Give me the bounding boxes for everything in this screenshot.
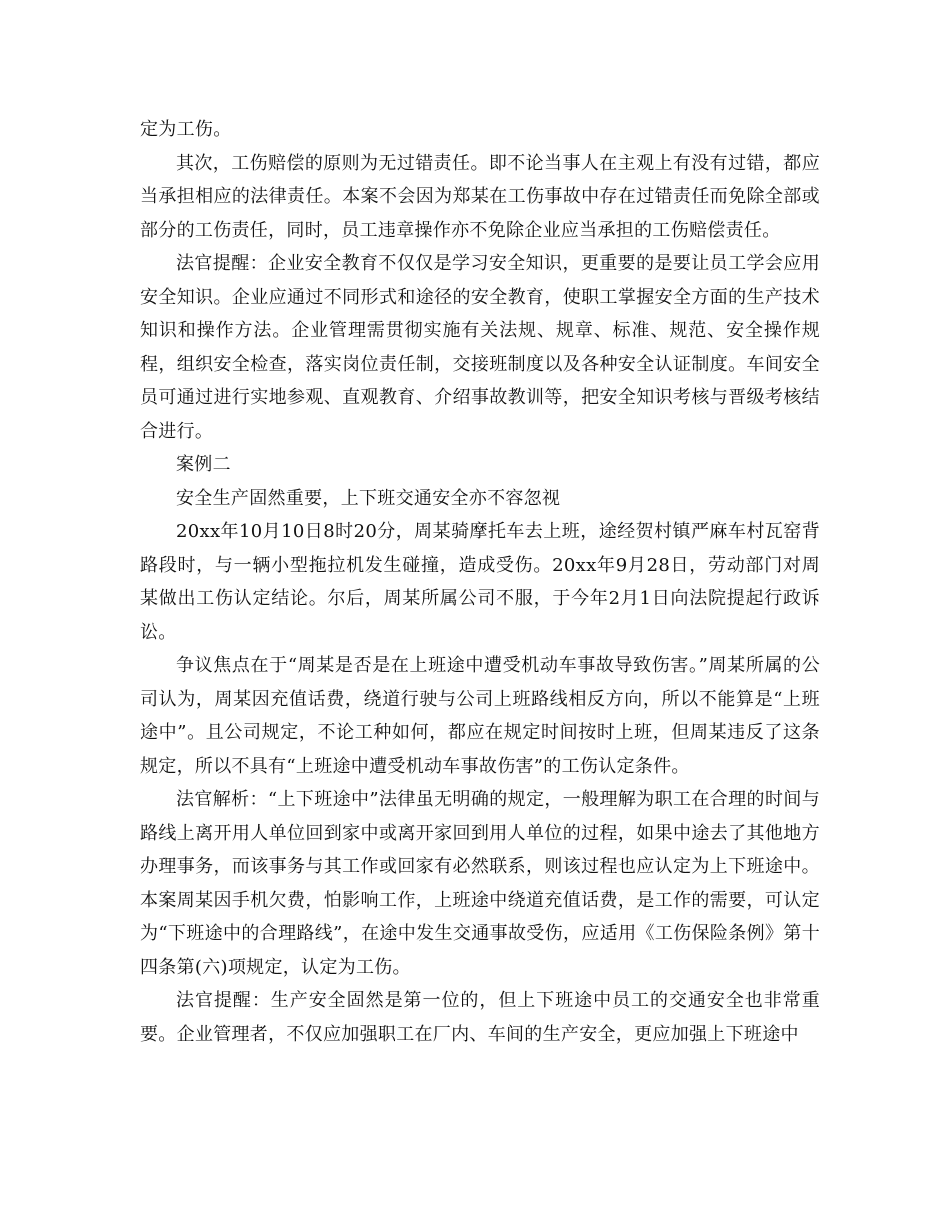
case-title: 安全生产固然重要，上下班交通安全亦不容忽视 — [176, 487, 561, 509]
case-heading: 案例二 — [176, 454, 231, 475]
document-body — [140, 113, 820, 1051]
paragraph-judge-reminder-1: 法官提醒：企业安全教育不仅仅是学习安全知识，更重要的是要让员工学会应用安全知识。企业应通过不同形式和途径的安全教育，使职工掌握安全方面的生产技术知识和操作方法。企业管理需贯彻实施有关法规、规章、标准、规范、安全操作规程，组织安全检查，落实岗位责任制，交接班制度以及各种安全认证制度。车间安全员可通过进行实地参观、直观教育、介绍事故教训等，把安全知识考核与晋级考核结合进行。 — [140, 253, 820, 442]
paragraph-case-facts: 20xx年10月10日8时20分，周某骑摩托车去上班，途经贺村镇严麻车村瓦窑背路段时，与一辆小型拖拉机发生碰撞，造成受伤。20xx年9月28日，劳动部门对周某做出工伤认定结论。尔后，周某所属公司不服，于今年2月1日向法院提起行政诉讼。 — [140, 521, 820, 643]
paragraph-continuation: 定为工伤。 — [140, 119, 232, 140]
paragraph-judge-reminder-2: 法官提醒：生产安全固然是第一位的，但上下班途中员工的交通安全也非常重要。企业管理者，不仅应加强职工在厂内、车间的生产安全，更应加强上下班途中 — [140, 990, 820, 1045]
paragraph-compensation-principle: 其次，工伤赔偿的原则为无过错责任。即不论当事人在主观上有没有过错，都应当承担相应的法律责任。本案不会因为郑某在工伤事故中存在过错责任而免除全部或部分的工伤责任，同时，员工违章操作亦不免除企业应当承担的工伤赔偿责任。 — [140, 152, 820, 241]
paragraph-judge-analysis: 法官解析：“上下班途中”法律虽无明确的规定，一般理解为职工在合理的时间与路线上离开用人单位回到家中或离开家回到用人单位的过程，如果中途去了其他地方办理事务，而该事务与其工作或回家有必然联系，则该过程也应认定为上下班途中。本案周某因手机欠费，怕影响工作，上班途中绕道充值话费，是工作的需要，可认定为“下班途中的合理路线”，在途中发生交通事故受伤，应适用《工伤保险条例》第十四条第(六)项规定，认定为工伤。 — [140, 789, 820, 978]
paragraph-dispute-focus: 争议焦点在于“周某是否是在上班途中遭受机动车事故导致伤害。”周某所属的公司认为，周某因充值话费，绕道行驶与公司上班路线相反方向，所以不能算是“上班途中”。且公司规定，不论工种如何，都应在规定时间按时上班，但周某违反了这条规定，所以不具有“上班途中遭受机动车事故伤害”的工伤认定条件。 — [140, 655, 820, 777]
